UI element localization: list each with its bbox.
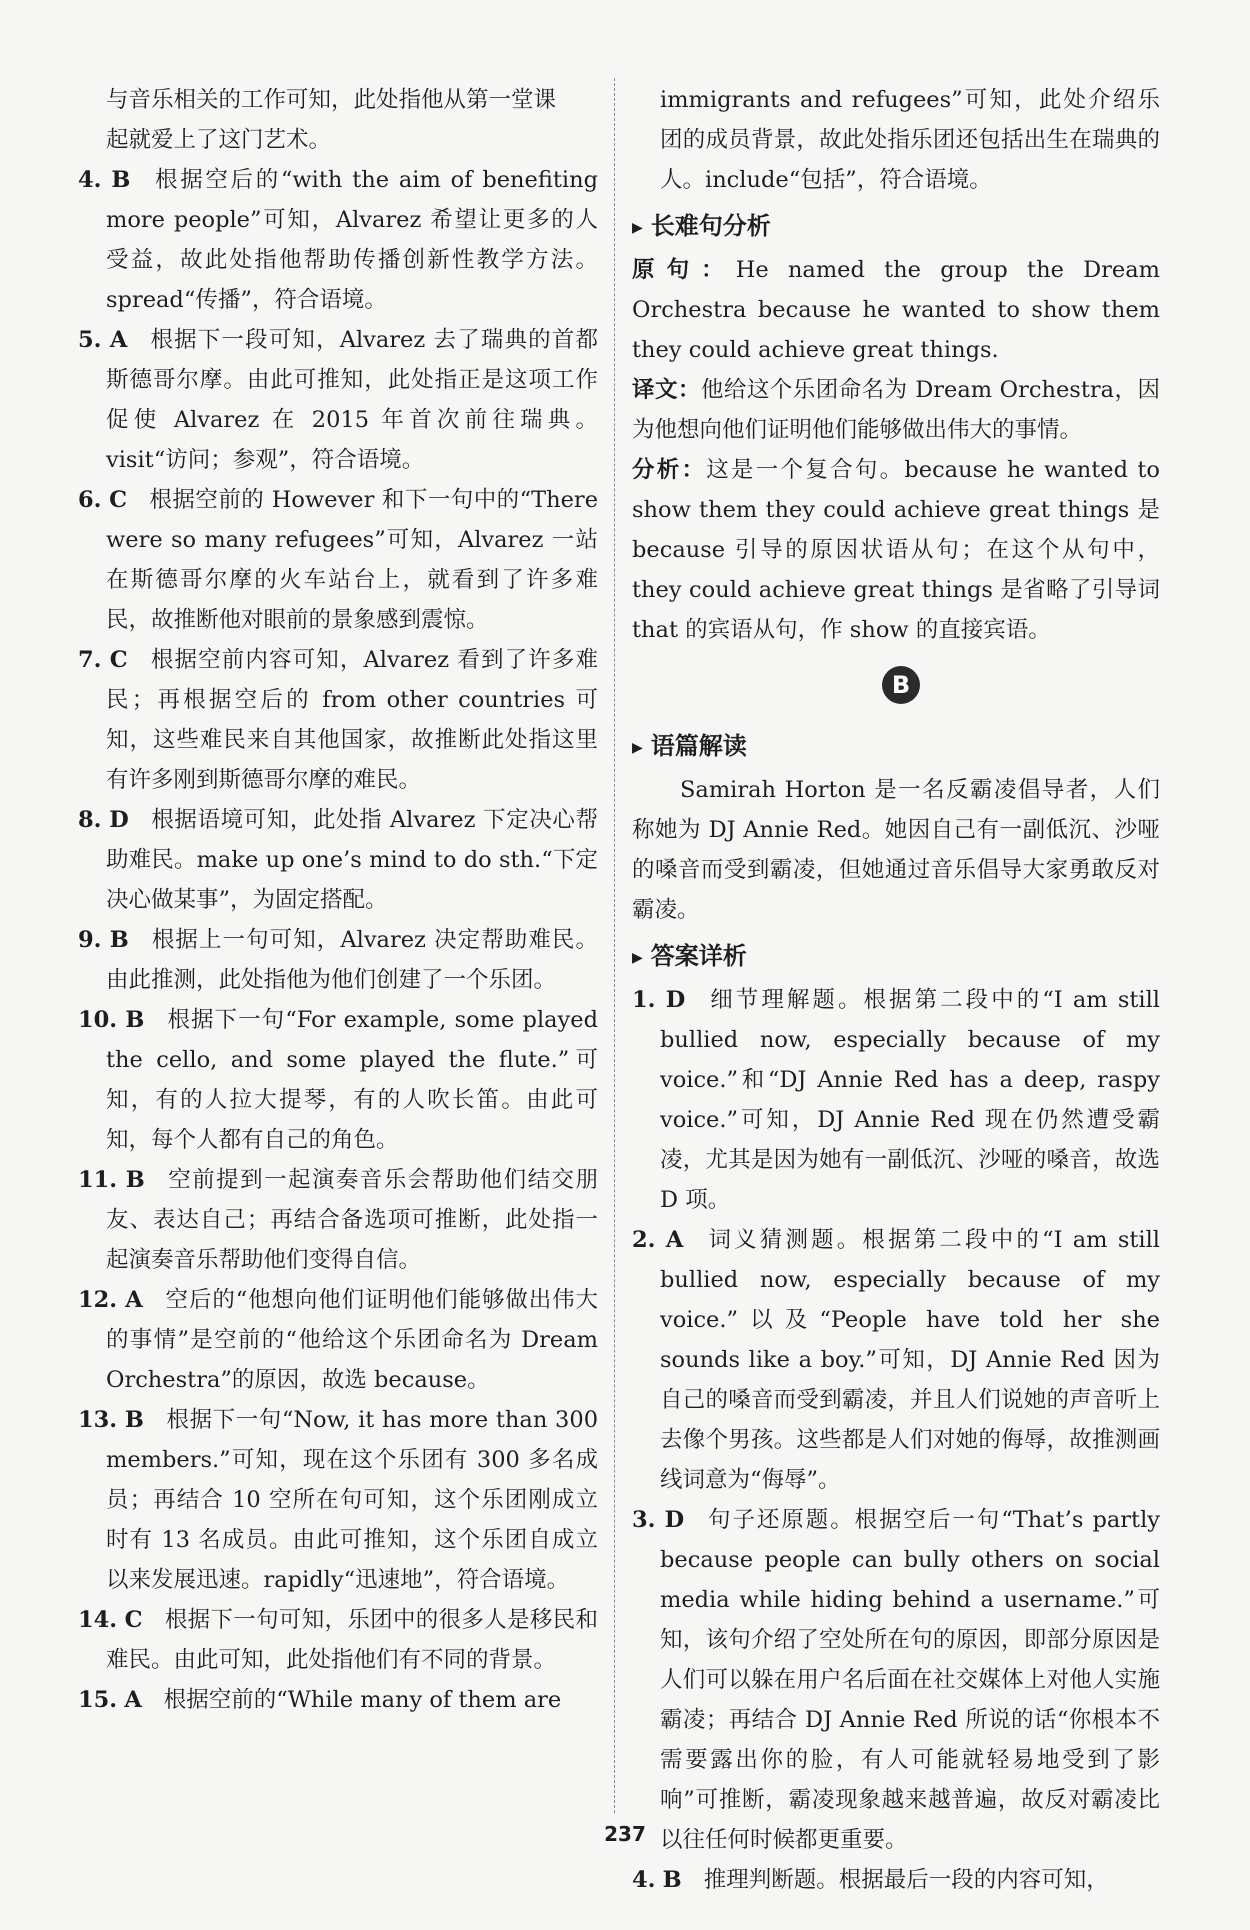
original-text: He named the group the Dream Orchestra because he wanted to show them they could achieve great things. <box>632 257 1160 363</box>
heading-label: 语篇解读 <box>650 732 747 760</box>
answer-letter: C <box>109 647 128 673</box>
analysis <box>632 450 1160 650</box>
original-sentence <box>632 250 1160 370</box>
explanation: 根据下一句可知，乐团中的很多人是移民和难民。由此可知，此处指他们有不同的背景。 <box>106 1607 598 1673</box>
answer-letter: B <box>109 927 129 953</box>
intro-line-1: 与音乐相关的工作可知，此处指他从第一堂课 <box>106 87 557 113</box>
answer-item-b3 <box>632 1500 1160 1860</box>
item-number: 15. <box>78 1687 118 1713</box>
explanation: 根据下一段可知，Alvarez 去了瑞典的首都斯德哥尔摩。由此可推知，此处指正是这项工作促使 Alvarez 在 2015 年首次前往瑞典。visit“访问；参观”，符合语境。 <box>106 327 598 473</box>
item-number: 10. <box>78 1007 118 1033</box>
reading-summary: Samirah Horton 是一名反霸凌倡导者，人们称她为 DJ Annie Red。她因自己有一副低沉、沙哑的嗓音而受到霸凌，但她通过音乐倡导大家勇敢反对霸凌。 <box>632 777 1160 923</box>
item-number: 12. <box>78 1287 118 1313</box>
explanation: 细节理解题。根据第二段中的“I am still bullied now, especially because of my voice.”和“DJ Annie Red has a deep, raspy voice.”可知，DJ Annie Red 现在仍然遭受霸凌，尤其是因为她有一副低沉、沙哑的嗓音，故选 D 项。 <box>660 987 1161 1213</box>
answer-item-12 <box>78 1280 598 1400</box>
answer-letter: C <box>109 487 128 513</box>
item-number: 6. <box>78 487 102 513</box>
explanation: 根据语境可知，此处指 Alvarez 下定决心帮助难民。make up one’s mind to do sth.“下定决心做某事”，为固定搭配。 <box>106 807 598 913</box>
triangle-bullet-icon: ▶ <box>632 950 643 966</box>
item-number: 14. <box>78 1607 118 1633</box>
answer-letter: D <box>664 1507 685 1533</box>
answer-letter: D <box>665 987 686 1013</box>
right-column <box>632 80 1160 1900</box>
answer-item-7 <box>78 640 598 800</box>
item-number: 4. <box>632 1867 656 1893</box>
answer-letter: B <box>125 1167 145 1193</box>
answer-letter: A <box>665 1227 684 1253</box>
heading-label: 长难句分析 <box>650 212 771 240</box>
item-number: 8. <box>78 807 102 833</box>
answer-letter: B <box>662 1867 682 1893</box>
answer-letter: A <box>125 1287 143 1313</box>
intro-line-2: 起就爱上了这门艺术。 <box>106 127 332 153</box>
item-number: 11. <box>78 1167 118 1193</box>
answer-item-6 <box>78 480 598 640</box>
explanation: 词义猜测题。根据第二段中的“I am still bullied now, especially because of my voice.”以及“People have told her she sounds like a boy.”可知，DJ Annie Red 因为自己的嗓音而受到霸凌，并且人们说她的声音听上去像个男孩。这些都是人们对她的侮辱，故推测画线词意为“侮辱”。 <box>660 1227 1161 1493</box>
continued-text: immigrants and refugees”可知，此处介绍乐团的成员背景，故此处指乐团还包括出生在瑞典的人。include“包括”，符合语境。 <box>660 87 1160 193</box>
explanation: 空后的“他想向他们证明他们能够做出伟大的事情”是空前的“他给这个乐团命名为 Dream Orchestra”的原因，故选 because。 <box>106 1287 598 1393</box>
page-number: 237 <box>604 1822 646 1846</box>
analysis-text: 这是一个复合句。because he wanted to show them they could achieve great things 是 because 引导的原因状语从句；在这个从句中，they could achieve great things 是省略了引导词 that 的宾语从句，作 show 的直接宾语。 <box>632 457 1160 643</box>
item-number: 4. <box>78 167 102 193</box>
section-marker <box>632 650 1160 720</box>
item-number: 3. <box>632 1507 656 1533</box>
explanation: 根据下一句“For example, some played the cello, and some played the flute.”可知，有的人拉大提琴，有的人吹长笛。由此可知，每个人都有自己的角色。 <box>106 1007 598 1153</box>
answer-letter: B <box>125 1007 145 1033</box>
answer-item-15 <box>78 1680 598 1720</box>
answer-item-4 <box>78 160 598 320</box>
explanation: 根据上一句可知，Alvarez 决定帮助难民。由此推测，此处指他为他们创建了一个乐团。 <box>106 927 599 993</box>
item-number: 13. <box>78 1407 118 1433</box>
answers-heading <box>632 934 1160 980</box>
section-badge: B <box>882 666 920 704</box>
answer-item-b1 <box>632 980 1160 1220</box>
explanation: 根据空前内容可知，Alvarez 看到了许多难民；再根据空后的 from other countries 可知，这些难民来自其他国家，故推断此处指这里有许多刚到斯德哥尔摩的难民。 <box>106 647 598 793</box>
explanation: 推理判断题。根据最后一段的内容可知， <box>703 1867 1109 1893</box>
answer-item-13 <box>78 1400 598 1600</box>
explanation: 根据空前的 However 和下一句中的“There were so many refugees”可知，Alvarez 一站在斯德哥尔摩的火车站台上，就看到了许多难民，故推断他对眼前的景象感到震惊。 <box>106 487 599 633</box>
answer-item-8 <box>78 800 598 920</box>
explanation: 句子还原题。根据空后一句“That’s partly because people can bully others on social media while hiding behind a username.”可知，该句介绍了空处所在句的原因，即部分原因是人们可以躲在用户名后面在社交媒体上对他人实施霸凌；再结合 DJ Annie Red 所说的话“你根本不需要露出你的脸，有人可能就轻易地受到了影响”可推断，霸凌现象越来越普遍，故反对霸凌比以往任何时候都更重要。 <box>660 1507 1160 1853</box>
analysis-label: 分析： <box>632 457 707 483</box>
continued-text <box>78 80 598 160</box>
answer-letter: A <box>124 1687 142 1713</box>
original-label: 原句： <box>632 257 736 283</box>
sentence-analysis-heading <box>632 204 1160 250</box>
translation <box>632 370 1160 450</box>
answer-letter: B <box>124 1407 144 1433</box>
item-number: 2. <box>632 1227 656 1253</box>
answer-item-5 <box>78 320 598 480</box>
item-number: 7. <box>78 647 102 673</box>
answer-item-14 <box>78 1600 598 1680</box>
translation-text: 他给这个乐团命名为 Dream Orchestra，因为他想向他们证明他们能够做出伟大的事情。 <box>632 377 1160 443</box>
triangle-bullet-icon: ▶ <box>632 220 643 236</box>
item-number: 9. <box>78 927 102 953</box>
explanation: 根据下一句“Now, it has more than 300 members.”可知，现在这个乐团有 300 多名成员；再结合 10 空所在句可知，这个乐团刚成立时有 13 名成员。由此可推知，这个乐团自成立以来发展迅速。rapidly“迅速地”，符合语境。 <box>106 1407 599 1593</box>
item-number: 1. <box>632 987 656 1013</box>
answer-letter: D <box>109 807 129 833</box>
answer-letter: B <box>111 167 131 193</box>
explanation: 根据空后的“with the aim of benefiting more people”可知，Alvarez 希望让更多的人受益，故此处指他帮助传播创新性教学方法。spread“传播”，符合语境。 <box>106 167 598 313</box>
answer-letter: A <box>109 327 128 353</box>
answer-letter: C <box>124 1607 143 1633</box>
explanation: 根据空前的“While many of them are <box>163 1687 562 1713</box>
triangle-bullet-icon: ▶ <box>632 740 643 756</box>
item-number: 5. <box>78 327 102 353</box>
answer-item-b2 <box>632 1220 1160 1500</box>
answer-item-9 <box>78 920 598 1000</box>
explanation: 空前提到一起演奏音乐会帮助他们结交朋友、表达自己；再结合备选项可推断，此处指一起演奏音乐帮助他们变得自信。 <box>106 1167 598 1273</box>
answer-item-10 <box>78 1000 598 1160</box>
reading-heading <box>632 724 1160 770</box>
heading-label: 答案详析 <box>650 942 747 970</box>
left-column <box>78 80 598 1720</box>
answer-item-11 <box>78 1160 598 1280</box>
answer-item-b4 <box>632 1860 1160 1900</box>
column-divider <box>614 78 615 1813</box>
translation-label: 译文： <box>632 377 701 403</box>
